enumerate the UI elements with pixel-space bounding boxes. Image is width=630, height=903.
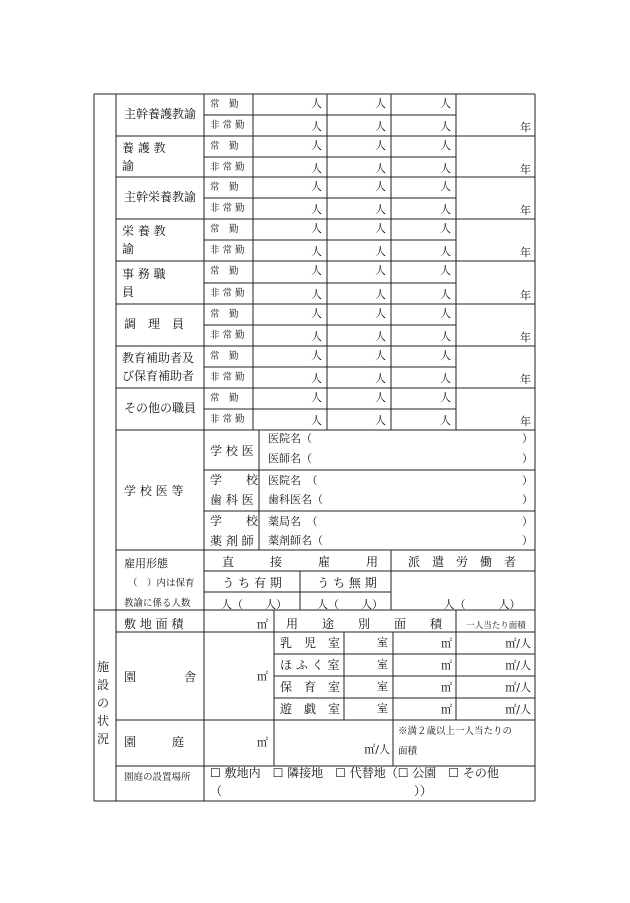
- years-unit[interactable]: 年: [520, 415, 531, 428]
- fulltime-count-unit[interactable]: 人: [440, 180, 451, 193]
- fulltime-count-unit[interactable]: 人: [311, 180, 322, 193]
- garden-per-person-unit: ㎡/人: [364, 743, 390, 756]
- parttime-count-unit[interactable]: 人: [440, 120, 451, 133]
- staff-role-label: 教育補助者及: [122, 351, 195, 365]
- building-label: 園 舎: [124, 670, 197, 684]
- parttime-label: 非 常 勤: [210, 414, 245, 425]
- building-area-unit: ㎡: [257, 670, 268, 683]
- garden-location-other-field[interactable]: （ ））: [210, 784, 433, 798]
- facility-side-label: 施設の状況: [96, 660, 109, 746]
- parttime-count-unit[interactable]: 人: [375, 162, 386, 175]
- clinic-name-field[interactable]: 医院名（: [268, 432, 312, 445]
- parttime-count-unit[interactable]: 人: [375, 372, 386, 385]
- dentist-name-field[interactable]: 歯科医名（: [268, 493, 323, 506]
- room-name-label: 乳 児 室: [280, 636, 341, 650]
- parttime-count-unit[interactable]: 人: [311, 162, 322, 175]
- room-per-person-unit[interactable]: ㎡/人: [505, 637, 531, 650]
- parttime-label: 非 常 勤: [210, 245, 245, 256]
- fulltime-count-unit[interactable]: 人: [440, 307, 451, 320]
- fulltime-count-unit[interactable]: 人: [375, 180, 386, 193]
- room-unit: 室: [377, 636, 388, 649]
- staff-role-label: 養 護 教: [122, 140, 166, 155]
- site-area-unit: ㎡: [257, 618, 268, 631]
- indefinite-term-count[interactable]: 人（ 人）: [317, 598, 383, 611]
- parttime-count-unit[interactable]: 人: [440, 203, 451, 216]
- parttime-label: 非 常 勤: [210, 330, 245, 341]
- garden-label: 園 庭: [124, 735, 185, 749]
- close-paren: ）: [522, 474, 533, 487]
- years-unit[interactable]: 年: [520, 121, 531, 134]
- fulltime-label: 常 勤: [210, 182, 239, 193]
- room-name-label: ほ ふ く 室: [280, 658, 340, 672]
- parttime-count-unit[interactable]: 人: [311, 288, 322, 301]
- fulltime-count-unit[interactable]: 人: [375, 222, 386, 235]
- fulltime-label: 常 勤: [210, 309, 239, 320]
- fulltime-count-unit[interactable]: 人: [375, 264, 386, 277]
- doctor-name-field[interactable]: 医師名（: [268, 452, 312, 465]
- fulltime-count-unit[interactable]: 人: [311, 222, 322, 235]
- fulltime-label: 常 勤: [210, 99, 239, 110]
- years-unit[interactable]: 年: [520, 331, 531, 344]
- garden-note-2: 面積: [398, 746, 418, 757]
- parttime-count-unit[interactable]: 人: [440, 162, 451, 175]
- fulltime-count-unit[interactable]: 人: [375, 97, 386, 110]
- indefinite-term-header: う ち 無 期: [317, 576, 377, 590]
- parttime-count-unit[interactable]: 人: [311, 120, 322, 133]
- parttime-count-unit[interactable]: 人: [375, 203, 386, 216]
- dental-clinic-name-field[interactable]: 医院名 （: [268, 474, 318, 487]
- staff-role-label: 事 務 職: [122, 266, 166, 281]
- per-person-header: 一人当たり面積: [466, 621, 526, 631]
- fixed-term-header: う ち 有 期: [222, 576, 282, 590]
- doctors-group-label: 学 校 医 等: [124, 484, 184, 498]
- fulltime-count-unit[interactable]: 人: [440, 139, 451, 152]
- room-name-label: 保 育 室: [280, 680, 341, 694]
- room-per-person-unit[interactable]: ㎡/人: [505, 659, 531, 672]
- garden-note-1: ※満２歳以上一人当たりの: [398, 726, 513, 737]
- school-dentist-label-1: 学 校: [210, 473, 259, 487]
- room-area-unit[interactable]: ㎡: [441, 659, 452, 672]
- staff-role-label: 主幹養護教諭: [124, 107, 197, 121]
- staff-role-label: その他の職員: [124, 401, 197, 415]
- staff-role-label: 調 理 員: [124, 317, 185, 331]
- pharmacist-name-field[interactable]: 薬剤師名（: [268, 534, 323, 547]
- staff-role-label: 主幹栄養教諭: [124, 190, 197, 204]
- staff-role-label: 員: [122, 284, 135, 299]
- fulltime-count-unit[interactable]: 人: [375, 307, 386, 320]
- fulltime-label: 常 勤: [210, 393, 239, 404]
- parttime-count-unit[interactable]: 人: [375, 245, 386, 258]
- fulltime-count-unit[interactable]: 人: [311, 349, 322, 362]
- parttime-count-unit[interactable]: 人: [440, 245, 451, 258]
- parttime-count-unit[interactable]: 人: [440, 414, 451, 427]
- parttime-count-unit[interactable]: 人: [311, 203, 322, 216]
- garden-location-options[interactable]: ☐ 敷地内 ☐ 隣接地 ☐ 代替地（☐ 公園 ☐ その他: [210, 766, 499, 780]
- pharmacy-name-field[interactable]: 薬局名 （: [268, 515, 318, 528]
- parttime-count-unit[interactable]: 人: [440, 372, 451, 385]
- fulltime-label: 常 勤: [210, 224, 239, 235]
- fulltime-count-unit[interactable]: 人: [440, 349, 451, 362]
- parttime-count-unit[interactable]: 人: [440, 330, 451, 343]
- parttime-count-unit[interactable]: 人: [311, 414, 322, 427]
- fulltime-count-unit[interactable]: 人: [311, 307, 322, 320]
- fulltime-count-unit[interactable]: 人: [311, 97, 322, 110]
- years-unit[interactable]: 年: [520, 289, 531, 302]
- dispatch-worker-header: 派 遣 労 働 者: [407, 555, 517, 569]
- years-unit[interactable]: 年: [520, 204, 531, 217]
- room-name-label: 遊 戯 室: [280, 702, 341, 716]
- fulltime-count-unit[interactable]: 人: [311, 264, 322, 277]
- room-area-unit[interactable]: ㎡: [441, 637, 452, 650]
- parttime-count-unit[interactable]: 人: [311, 245, 322, 258]
- room-area-unit[interactable]: ㎡: [441, 703, 452, 716]
- parttime-count-unit[interactable]: 人: [440, 288, 451, 301]
- close-paren: ）: [522, 452, 533, 465]
- garden-area-unit: ㎡: [257, 736, 268, 749]
- room-per-person-unit[interactable]: ㎡/人: [505, 681, 531, 694]
- dispatch-worker-count[interactable]: 人（ 人）: [443, 598, 521, 611]
- room-unit: 室: [377, 658, 388, 671]
- close-paren: ）: [522, 432, 533, 445]
- parttime-label: 非 常 勤: [210, 162, 245, 173]
- fulltime-count-unit[interactable]: 人: [311, 139, 322, 152]
- parttime-label: 非 常 勤: [210, 288, 245, 299]
- years-unit[interactable]: 年: [520, 163, 531, 176]
- fixed-term-count[interactable]: 人（ 人）: [221, 598, 287, 611]
- fulltime-count-unit[interactable]: 人: [375, 391, 386, 404]
- room-area-unit[interactable]: ㎡: [441, 681, 452, 694]
- site-area-label: 敷 地 面 積: [124, 617, 184, 631]
- school-dentist-label-2: 歯 科 医: [210, 493, 254, 507]
- staff-role-label: 諭: [122, 242, 135, 256]
- school-doctor-label: 学 校 医: [210, 444, 254, 458]
- employment-type-label: 雇用形態: [124, 557, 168, 570]
- parttime-count-unit[interactable]: 人: [375, 288, 386, 301]
- fulltime-count-unit[interactable]: 人: [440, 97, 451, 110]
- parttime-label: 非 常 勤: [210, 203, 245, 214]
- fulltime-count-unit[interactable]: 人: [440, 391, 451, 404]
- fulltime-label: 常 勤: [210, 266, 239, 277]
- school-pharmacist-label-1: 学 校: [210, 514, 259, 528]
- room-unit: 室: [377, 680, 388, 693]
- close-paren: ）: [522, 534, 533, 547]
- parttime-count-unit[interactable]: 人: [375, 414, 386, 427]
- years-unit[interactable]: 年: [520, 373, 531, 386]
- parttime-count-unit[interactable]: 人: [375, 330, 386, 343]
- school-pharmacist-label-2: 薬 剤 師: [210, 534, 254, 548]
- parttime-label: 非 常 勤: [210, 372, 245, 383]
- room-per-person-unit[interactable]: ㎡/人: [505, 703, 531, 716]
- fulltime-count-unit[interactable]: 人: [375, 349, 386, 362]
- fulltime-count-unit[interactable]: 人: [375, 139, 386, 152]
- fulltime-label: 常 勤: [210, 141, 239, 152]
- years-unit[interactable]: 年: [520, 246, 531, 259]
- close-paren: ）: [522, 493, 533, 506]
- fulltime-count-unit[interactable]: 人: [440, 222, 451, 235]
- room-unit: 室: [377, 702, 388, 715]
- parttime-label: 非 常 勤: [210, 120, 245, 131]
- staff-role-label: 諭: [122, 158, 135, 173]
- parttime-count-unit[interactable]: 人: [311, 372, 322, 385]
- parttime-count-unit[interactable]: 人: [375, 120, 386, 133]
- fulltime-count-unit[interactable]: 人: [311, 391, 322, 404]
- parttime-count-unit[interactable]: 人: [311, 330, 322, 343]
- fulltime-label: 常 勤: [210, 351, 239, 362]
- close-paren: ）: [522, 515, 533, 528]
- garden-location-label: 園庭の設置場所: [124, 772, 191, 783]
- fulltime-count-unit[interactable]: 人: [440, 264, 451, 277]
- staff-role-label: 栄 養 教: [122, 224, 166, 238]
- staff-role-label: び保育補助者: [122, 369, 195, 383]
- employment-note-1: （ ）内は保育: [128, 578, 195, 589]
- direct-employment-header: 直 接 雇 用: [221, 555, 379, 569]
- employment-note-2: 教諭に係る人数: [124, 598, 191, 609]
- usage-area-header: 用 途 別 面 積: [285, 617, 443, 631]
